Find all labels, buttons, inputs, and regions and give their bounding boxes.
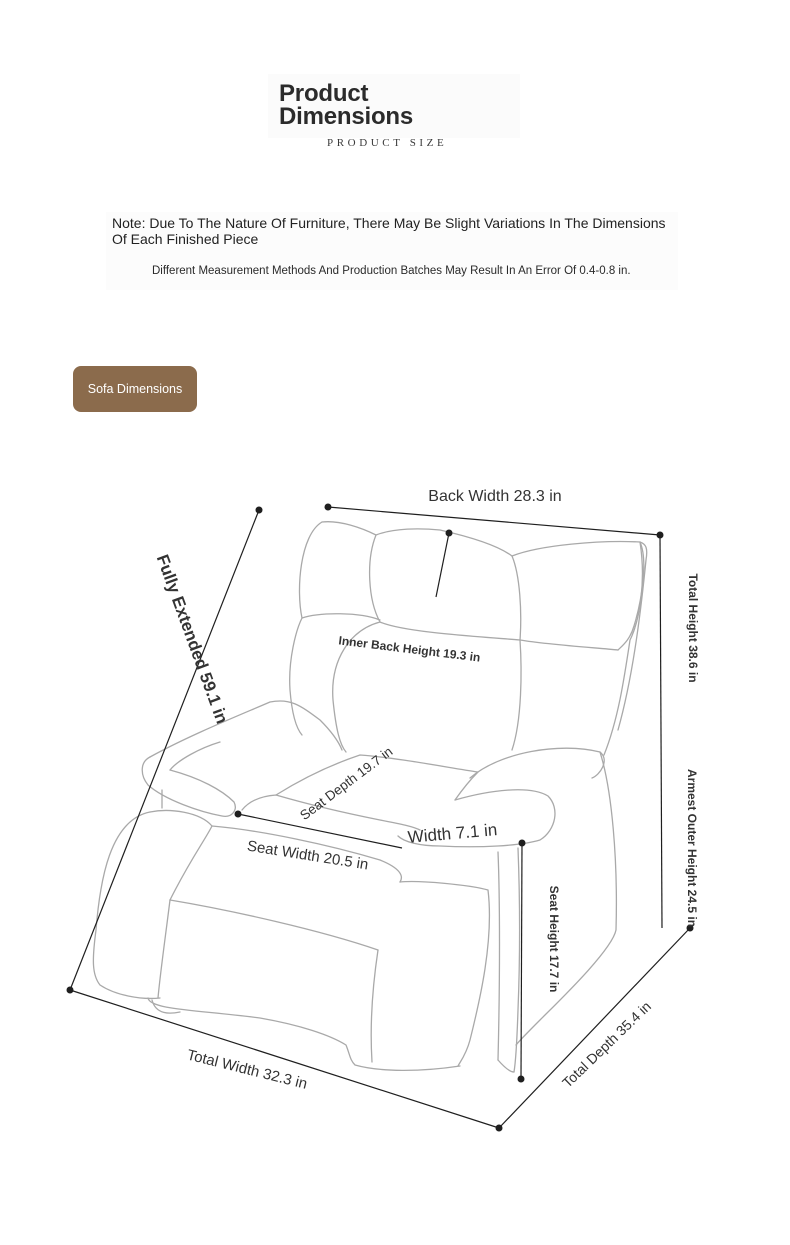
armrest-right-front-left: [498, 852, 500, 1060]
back-width-dot-left: [325, 504, 332, 511]
armrest-right-front: [514, 848, 520, 1072]
seat-width-dot: [235, 811, 242, 818]
back-width-line: [328, 507, 660, 535]
armrest-right-side: [516, 752, 616, 1045]
back-width-label: Back Width 28.3 in: [428, 488, 562, 505]
sofa-dimensions-tab[interactable]: Sofa Dimensions: [73, 366, 197, 412]
back-cushion-left-top: [322, 522, 376, 535]
total-depth-line: [499, 928, 690, 1128]
armrest-width-label: Width 7.1 in: [406, 820, 499, 847]
back-cushion-center: [370, 529, 521, 640]
total-width-label: Total Width 32.3 in: [185, 1046, 310, 1093]
armrest-right: [470, 748, 604, 778]
page-title: Product Dimensions: [279, 80, 414, 130]
page-subtitle: PRODUCT SIZE: [327, 137, 448, 149]
footrest-top: [150, 811, 212, 900]
footrest-left-side: [158, 900, 170, 998]
fully-extended-label: Fully Extended 59.1 in: [152, 551, 232, 727]
back-cushion-right-side: [604, 542, 642, 755]
note-secondary: Different Measurement Methods And Production Batches May Result In An Error Of 0.4-0.8 in.: [152, 265, 631, 277]
seat-height-line: [521, 843, 522, 1079]
seat-height-dot-bottom: [518, 1076, 525, 1083]
armrest-outer-height-label: Armest Outer Height 24.5 in: [685, 768, 699, 928]
dimension-labels: [153, 488, 700, 1093]
inner-back-height-label: Inner Back Height 19.3 in: [337, 633, 482, 665]
armrest-left-inner: [170, 742, 220, 770]
armrest-left: [150, 701, 342, 757]
footrest-divider: [371, 950, 378, 1062]
inner-back-height-dot: [446, 530, 453, 537]
total-height-line: [660, 535, 662, 928]
back-cushion-center-lower-right: [512, 640, 521, 750]
footrest-inner: [170, 900, 378, 950]
back-cushion-right-seam: [520, 640, 618, 650]
dimension-lines: [67, 504, 694, 1132]
fully-extended-dot-top: [256, 507, 263, 514]
total-depth-label: Total Depth 35.4 in: [558, 998, 655, 1091]
footrest-right: [400, 882, 489, 1066]
total-width-line: [70, 990, 499, 1128]
base-right: [498, 1060, 514, 1072]
armrest-left-front: [142, 757, 235, 816]
seat-height-dot-top: [519, 840, 526, 847]
note-primary: Note: Due To The Nature Of Furniture, There May Be Slight Variations In The Dimensions Of Each Finished Piece: [112, 215, 666, 247]
seat-depth-label: Seat Depth 19.7 in: [297, 743, 396, 824]
total-height-label: Total Height 38.6 in: [686, 573, 700, 683]
seat-width-label: Seat Width 20.5 in: [245, 837, 370, 874]
back-cushion-left-seam: [302, 614, 380, 620]
back-cushion-right: [512, 542, 644, 650]
seat-height-label: Seat Height 17.7 in: [547, 885, 561, 993]
inner-back-height-line: [436, 533, 449, 597]
